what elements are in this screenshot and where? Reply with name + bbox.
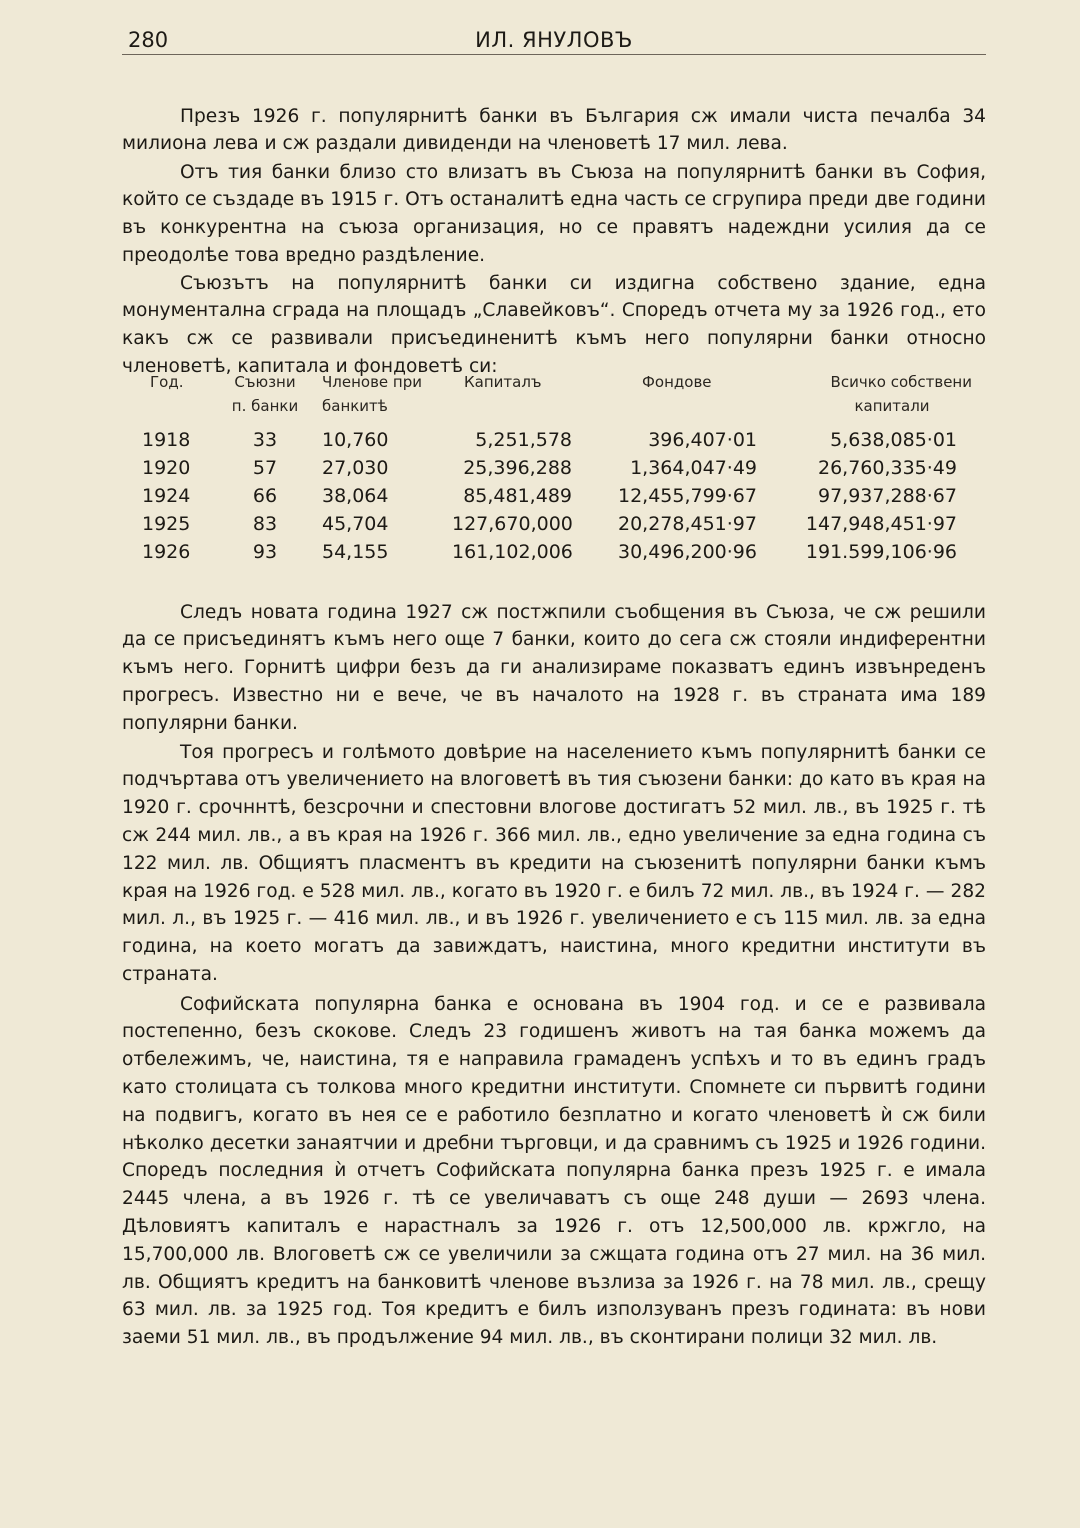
cell-banks: 57 [252, 457, 278, 479]
cell-year: 1918 [142, 429, 191, 451]
column-header-total: Всичко собствени [830, 373, 972, 391]
column-header-funds: Фондове [642, 373, 712, 391]
cell-year: 1925 [142, 513, 191, 535]
cell-members: 27,030 [322, 457, 389, 479]
cell-year: 1924 [142, 485, 191, 507]
page-header [122, 22, 986, 56]
column-header-total-line2: капитали [854, 397, 930, 415]
cell-total: 147,948,451·97 [805, 513, 957, 535]
cell-funds: 396,407·01 [648, 429, 757, 451]
paragraph: Софийската популярна банка е основана въ 1904 год. и се е развивала постепенно, безъ скокове. Следъ 23 годишенъ животъ на тая банка можемъ да отбележимъ, че, наистина, тя е направила грамаденъ успѣхъ и то въ единъ градъ като столицата съ толкова много кредитни институти. Спомнете си първитѣ години на подвигъ, когато въ нея се е работило безплатно и когато членоветѣ ѝ сж били нѣколко десетки занаятчии и дребни търговци, и да сравнимъ съ 1925 и 1926 години. Споредъ последния ѝ отчетъ Софийската популярна банка презъ 1925 г. е имала 2445 члена, а въ 1926 г. тѣ се увеличаватъ съ още 248 души — 2693 члена. Дѣловиятъ капиталъ е нарастналъ за 1926 г. отъ 12,500,000 лв. кржгло, на 15,700,000 лв. Влоговетѣ сж се увеличили за сжщата година отъ 27 мил. на 36 мил. лв. Общиятъ кредитъ на банковитѣ членове възлиза за 1926 г. на 78 мил. лв., срещу 63 мил. лв. за 1925 год. Тоя кредитъ е билъ използуванъ презъ годината: въ нови заеми 51 мил. лв., въ продължение 94 мил. лв., въ сконтирани полици 32 мил. лв. [122, 993, 986, 1349]
cell-members: 54,155 [322, 541, 389, 563]
cell-banks: 66 [252, 485, 278, 507]
paragraph: Съюзътъ на популярнитѣ банки си издигна собствено здание, една монументална сграда на площадъ „Славейковъ“. Споредъ отчета му за 1926 год., ето какъ сж се развивали присъединенитѣ къмъ него популярни банки относно членоветѣ, капитала и фондоветѣ си: [122, 272, 986, 377]
cell-total: 97,937,288·67 [817, 485, 957, 507]
cell-year: 1920 [142, 457, 191, 479]
column-header-members-line2: банкитѣ [322, 397, 388, 415]
column-header-members: Членове при [322, 373, 422, 391]
cell-banks: 33 [252, 429, 278, 451]
column-header-banks: Съюзни [234, 373, 296, 391]
page-number: 280 [128, 28, 169, 52]
column-header-year: Год. [150, 373, 184, 391]
cell-capital: 85,481,489 [463, 485, 572, 507]
paragraph: Презъ 1926 г. популярнитѣ банки въ България сж имали чиста печалба 34 милиона лева и сж раздали дивиденди на членоветѣ 17 мил. лева. [122, 105, 986, 155]
column-header-banks-line2: п. банки [231, 397, 299, 415]
cell-funds: 30,496,200·96 [617, 541, 757, 563]
column-header-capital: Капиталъ [464, 373, 542, 391]
cell-funds: 1,364,047·49 [630, 457, 757, 479]
cell-total: 26,760,335·49 [817, 457, 957, 479]
header-rule [122, 54, 986, 55]
cell-year: 1926 [142, 541, 191, 563]
cell-members: 10,760 [322, 429, 389, 451]
running-head: ИЛ. ЯНУЛОВЪ [475, 28, 633, 52]
cell-total: 5,638,085·01 [830, 429, 957, 451]
paragraph: Тоя прогресъ и голѣмото довѣрие на населението къмъ популярнитѣ банки се подчъртава отъ увеличението на влоговетѣ въ тия съюзени банки: до като въ края на 1920 г. срочннтѣ, безсрочни и спестовни влогове достигатъ 52 мил. лв., въ 1925 г. тѣ сж 244 мил. лв., а въ края на 1926 г. 366 мил. лв., едно увеличение за една година съ 122 мил. лв. Общиятъ пласментъ въ кредити на съюзенитѣ популярни банки къмъ края на 1926 год. е 528 мил. лв., когато въ 1920 г. е билъ 72 мил. лв., въ 1924 г. — 282 мил. л., въ 1925 г. — 416 мил. лв., и въ 1926 г. увеличението е съ 115 мил. лв. за една година, на което могатъ да завиждатъ, наистина, много кредитни институти въ страната. [122, 741, 986, 985]
cell-total: 191.599,106·96 [805, 541, 957, 563]
cell-members: 45,704 [322, 513, 389, 535]
bank-statistics-table [122, 370, 986, 570]
paragraph: Отъ тия банки близо сто влизатъ въ Съюза на популярнитѣ банки въ София, който се създаде въ 1915 г. Отъ останалитѣ една часть се сгрупира преди две години въ конкурентна на съюза организация, но се правятъ надеждни усилия да се преодолѣе това вредно раздѣление. [122, 161, 986, 266]
cell-banks: 93 [252, 541, 278, 563]
cell-capital: 127,670,000 [452, 513, 573, 535]
cell-capital: 161,102,006 [452, 541, 573, 563]
cell-funds: 12,455,799·67 [617, 485, 757, 507]
cell-funds: 20,278,451·97 [617, 513, 757, 535]
cell-capital: 25,396,288 [463, 457, 572, 479]
cell-capital: 5,251,578 [475, 429, 572, 451]
paragraph: Следъ новата година 1927 сж постжпили съобщения въ Съюза, че сж решили да се присъединятъ къмъ него още 7 банки, които до сега сж стояли индиферентни къмъ него. Горнитѣ цифри безъ да ги анализираме показватъ единъ извънреденъ прогресъ. Известно ни е вече, че въ началото на 1928 г. въ страната има 189 популярни банки. [122, 601, 986, 734]
cell-banks: 83 [252, 513, 278, 535]
cell-members: 38,064 [322, 485, 389, 507]
